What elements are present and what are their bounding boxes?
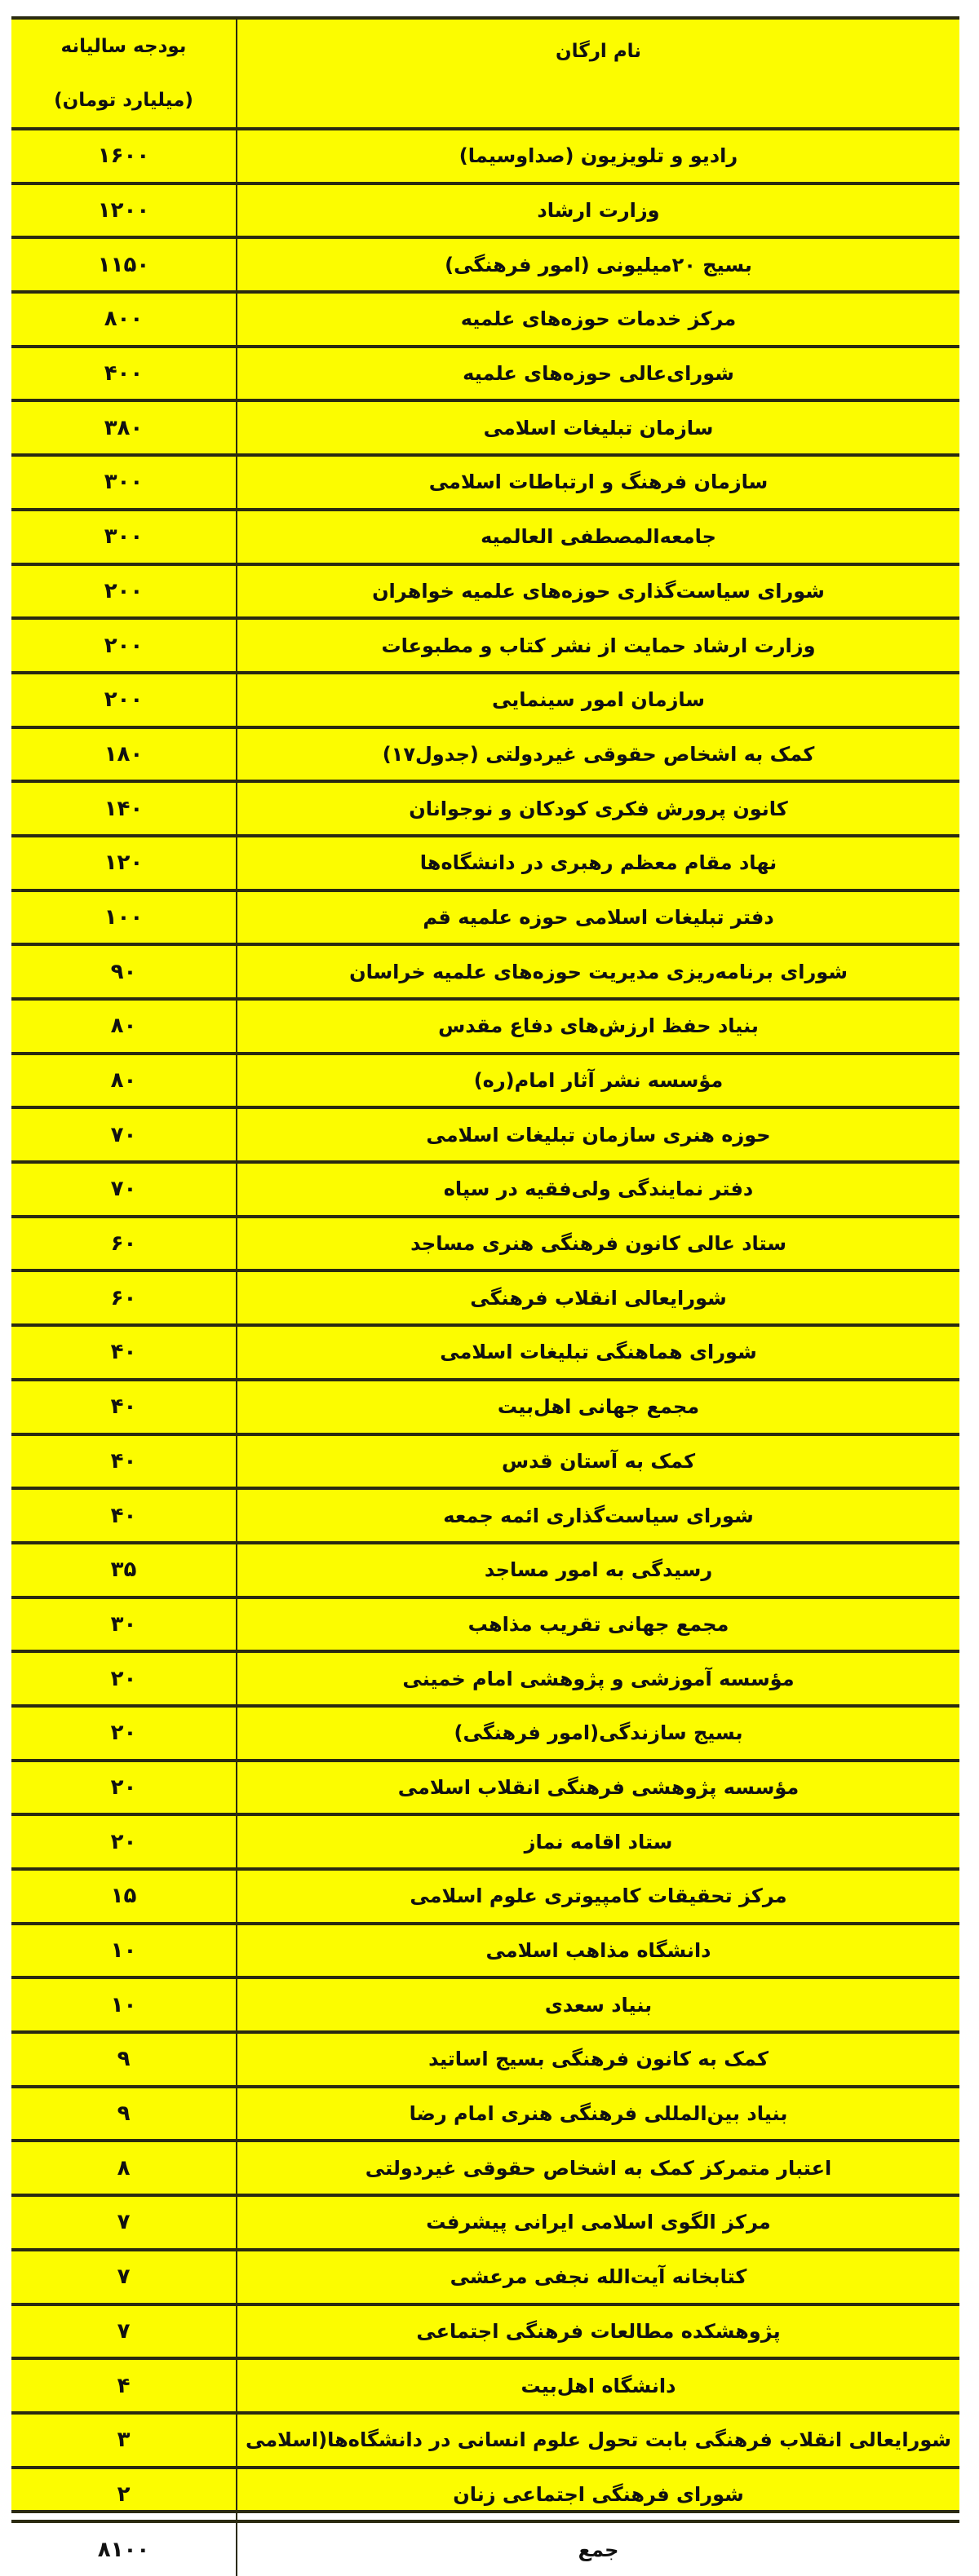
- organization-name-cell: شورای‌عالی حوزه‌های علمیه: [237, 347, 959, 401]
- budget-value-cell: ۴۰: [11, 1325, 237, 1380]
- budget-value-cell: ۱۰: [11, 1924, 237, 1978]
- table-row: [11, 618, 959, 673]
- column-header-budget: [11, 20, 237, 129]
- budget-value-cell: ۲۰۰: [11, 564, 237, 619]
- table-row: [11, 2413, 959, 2468]
- organization-name-cell: دانشگاه مذاهب اسلامی: [237, 1924, 959, 1978]
- organization-name-cell: مجمع جهانی اهل‌بیت: [237, 1380, 959, 1434]
- table-row: [11, 1924, 959, 1978]
- table-row: [11, 129, 959, 183]
- table-row: [11, 999, 959, 1054]
- budget-value-cell: ۸۰: [11, 1054, 237, 1108]
- budget-value-cell: ۲۰: [11, 1651, 237, 1706]
- budget-value-cell: ۱۱۵۰: [11, 237, 237, 292]
- table-row: [11, 1597, 959, 1652]
- table-row: [11, 455, 959, 510]
- organization-name-cell: شورای سیاست‌گذاری ائمه جمعه: [237, 1488, 959, 1543]
- table-row: [11, 564, 959, 619]
- budget-value-cell: ۷۰: [11, 1107, 237, 1162]
- table-row: [11, 1434, 959, 1489]
- organization-name-cell: جامعه‌المصطفی العالمیه: [237, 510, 959, 564]
- budget-table-container: [11, 16, 959, 2562]
- organization-name-cell: دانشگاه اهل‌بیت: [237, 2358, 959, 2413]
- budget-value-cell: ۲۰۰: [11, 673, 237, 727]
- organization-name-cell: پژوهشکده مطالعات فرهنگی اجتماعی: [237, 2304, 959, 2359]
- budget-value-cell: ۱۲۰: [11, 836, 237, 890]
- organization-name-cell: ستاد عالی کانون فرهنگی هنری مساجد: [237, 1217, 959, 1271]
- budget-value-cell: ۹۰: [11, 944, 237, 999]
- table-row: [11, 1107, 959, 1162]
- table-body: [11, 129, 959, 2576]
- budget-value-cell: ۱۰: [11, 1977, 237, 2032]
- organization-name-cell: رسیدگی به امور مساجد: [237, 1543, 959, 1597]
- organization-name-cell: مرکز خدمات حوزه‌های علمیه: [237, 292, 959, 347]
- table-row: [11, 1054, 959, 1108]
- table-row: [11, 1977, 959, 2032]
- table-row: [11, 347, 959, 401]
- table-row: [11, 890, 959, 945]
- organization-name-cell: کانون پرورش فکری کودکان و نوجوانان: [237, 781, 959, 836]
- budget-value-cell: ۳: [11, 2413, 237, 2468]
- total-label-cell: جمع: [578, 2538, 619, 2561]
- organization-name-cell: سازمان امور سینمایی: [237, 673, 959, 727]
- organization-name-cell: بسیج ۲۰میلیونی (امور فرهنگی): [237, 237, 959, 292]
- table-row: [11, 1217, 959, 1271]
- budget-value-cell: ۲: [11, 2468, 237, 2522]
- organization-name-cell: کتابخانه آیت‌الله نجفی مرعشی: [237, 2250, 959, 2304]
- organization-name-cell: کمک به کانون فرهنگی بسیج اساتید: [237, 2032, 959, 2087]
- table-row: [11, 237, 959, 292]
- organization-name-cell: مرکز الگوی اسلامی ایرانی پیشرفت: [237, 2195, 959, 2250]
- budget-value-cell: ۴: [11, 2358, 237, 2413]
- organization-name-cell: شورای فرهنگی اجتماعی زنان: [237, 2468, 959, 2522]
- table-row: [11, 2468, 959, 2522]
- organization-name-cell: بنیاد حفظ ارزش‌های دفاع مقدس: [237, 999, 959, 1054]
- table-row: [11, 836, 959, 890]
- budget-value-cell: ۲۰: [11, 1761, 237, 1815]
- table-row: [11, 1543, 959, 1597]
- organization-name-cell: اعتبار متمرکز کمک به اشخاص حقوقی غیردولتی: [237, 2141, 959, 2195]
- table-row: [11, 1162, 959, 1217]
- organization-name-cell: شورایعالی انقلاب فرهنگی بابت تحول علوم انسانی در دانشگاه‌ها(اسلامی: [237, 2413, 959, 2468]
- budget-value-cell: ۷۰: [11, 1162, 237, 1217]
- organization-name-cell: ستاد اقامه نماز: [237, 1814, 959, 1869]
- table-row: [11, 2358, 959, 2413]
- budget-value-cell: ۷: [11, 2304, 237, 2359]
- organization-name-cell: شورای برنامه‌ریزی مدیریت حوزه‌های علمیه خراسان: [237, 944, 959, 999]
- organization-name-cell: شورای سیاست‌گذاری حوزه‌های علمیه خواهران: [237, 564, 959, 619]
- table-header-row: [11, 20, 959, 129]
- organization-name-cell: وزارت ارشاد حمایت از نشر کتاب و مطبوعات: [237, 618, 959, 673]
- organization-name-cell: رادیو و تلویزیون (صداوسیما): [237, 129, 959, 183]
- table-row: [11, 2087, 959, 2141]
- table-row: [11, 781, 959, 836]
- table-row: [11, 673, 959, 727]
- table-row: [11, 1270, 959, 1325]
- organization-name-cell: بسیج سازندگی(امور فرهنگی): [237, 1706, 959, 1761]
- budget-value-cell: ۴۰: [11, 1488, 237, 1543]
- table-row: [11, 1380, 959, 1434]
- budget-header-line2: (میلیارد تومان): [54, 90, 193, 111]
- organization-name-cell: کمک به اشخاص حقوقی غیردولتی (جدول۱۷): [237, 727, 959, 782]
- table-row: [11, 1869, 959, 1924]
- table-row: [11, 727, 959, 782]
- total-value-cell: ۸۱۰۰: [11, 2521, 237, 2576]
- organization-name-cell: سازمان تبلیغات اسلامی: [237, 400, 959, 455]
- table-row: [11, 1488, 959, 1543]
- organization-name-cell: بنیاد بین‌المللی فرهنگی هنری امام رضا: [237, 2087, 959, 2141]
- organization-name-cell: شورایعالی انقلاب فرهنگی: [237, 1270, 959, 1325]
- budget-value-cell: ۳۰: [11, 1597, 237, 1652]
- organization-name-cell: مؤسسه پژوهشی فرهنگی انقلاب اسلامی: [237, 1761, 959, 1815]
- budget-value-cell: ۷: [11, 2250, 237, 2304]
- budget-value-cell: ۳۰۰: [11, 510, 237, 564]
- budget-value-cell: ۴۰: [11, 1380, 237, 1434]
- budget-value-cell: ۱۶۰۰: [11, 129, 237, 183]
- budget-value-cell: ۱۲۰۰: [11, 183, 237, 238]
- organization-name-cell: شورای هماهنگی تبلیغات اسلامی: [237, 1325, 959, 1380]
- budget-value-cell: ۱۰۰: [11, 890, 237, 945]
- budget-value-cell: ۶۰: [11, 1217, 237, 1271]
- table-row: [11, 1814, 959, 1869]
- table-row: [11, 2250, 959, 2304]
- organization-name-cell: دفتر نمایندگی ولی‌فقیه در سپاه: [237, 1162, 959, 1217]
- budget-header-line1: بودجه سالیانه: [60, 36, 187, 57]
- budget-value-cell: ۹: [11, 2032, 237, 2087]
- budget-value-cell: ۸: [11, 2141, 237, 2195]
- organization-name-cell: سازمان فرهنگ و ارتباطات اسلامی: [237, 455, 959, 510]
- table-row: [11, 2141, 959, 2195]
- budget-value-cell: ۹: [11, 2087, 237, 2141]
- budget-value-cell: ۶۰: [11, 1270, 237, 1325]
- budget-value-cell: ۱۸۰: [11, 727, 237, 782]
- budget-value-cell: ۲۰: [11, 1814, 237, 1869]
- organization-name-cell: مرکز تحقیقات کامپیوتری علوم اسلامی: [237, 1869, 959, 1924]
- table-row: [11, 2195, 959, 2250]
- organization-name-cell: بنیاد سعدی: [237, 1977, 959, 2032]
- organization-name-cell: مؤسسه نشر آثار امام(ره): [237, 1054, 959, 1108]
- table-row: [11, 292, 959, 347]
- budget-value-cell: ۴۰: [11, 1434, 237, 1489]
- table-row: [11, 944, 959, 999]
- budget-value-cell: ۳۵: [11, 1543, 237, 1597]
- table-row: [11, 2032, 959, 2087]
- table-row: [11, 2304, 959, 2359]
- budget-value-cell: ۳۸۰: [11, 400, 237, 455]
- budget-value-cell: ۲۰۰: [11, 618, 237, 673]
- organization-name-cell: حوزه هنری سازمان تبلیغات اسلامی: [237, 1107, 959, 1162]
- budget-value-cell: ۴۰۰: [11, 347, 237, 401]
- budget-value-cell: ۸۰۰: [11, 292, 237, 347]
- table-row: [11, 183, 959, 238]
- column-header-organization: نام ارگان: [237, 20, 959, 129]
- budget-value-cell: ۸۰: [11, 999, 237, 1054]
- table-row: [11, 1651, 959, 1706]
- total-row: [11, 2521, 959, 2576]
- table-row: [11, 400, 959, 455]
- table-row: [11, 1325, 959, 1380]
- budget-table: [11, 20, 959, 2576]
- organization-name-cell: مجمع جهانی تقریب مذاهب: [237, 1597, 959, 1652]
- table-row: [11, 1706, 959, 1761]
- table-row: [11, 510, 959, 564]
- organization-name-cell: نهاد مقام معظم رهبری در دانشگاه‌ها: [237, 836, 959, 890]
- organization-name-cell: مؤسسه آموزشی و پژوهشی امام خمینی: [237, 1651, 959, 1706]
- organization-name-cell: کمک به آستان قدس: [237, 1434, 959, 1489]
- organization-name-cell: وزارت ارشاد: [237, 183, 959, 238]
- budget-value-cell: ۷: [11, 2195, 237, 2250]
- budget-value-cell: ۱۴۰: [11, 781, 237, 836]
- organization-name-cell: دفتر تبلیغات اسلامی حوزه علمیه قم: [237, 890, 959, 945]
- budget-value-cell: ۲۰: [11, 1706, 237, 1761]
- budget-value-cell: ۱۵: [11, 1869, 237, 1924]
- table-row: [11, 1761, 959, 1815]
- budget-value-cell: ۳۰۰: [11, 455, 237, 510]
